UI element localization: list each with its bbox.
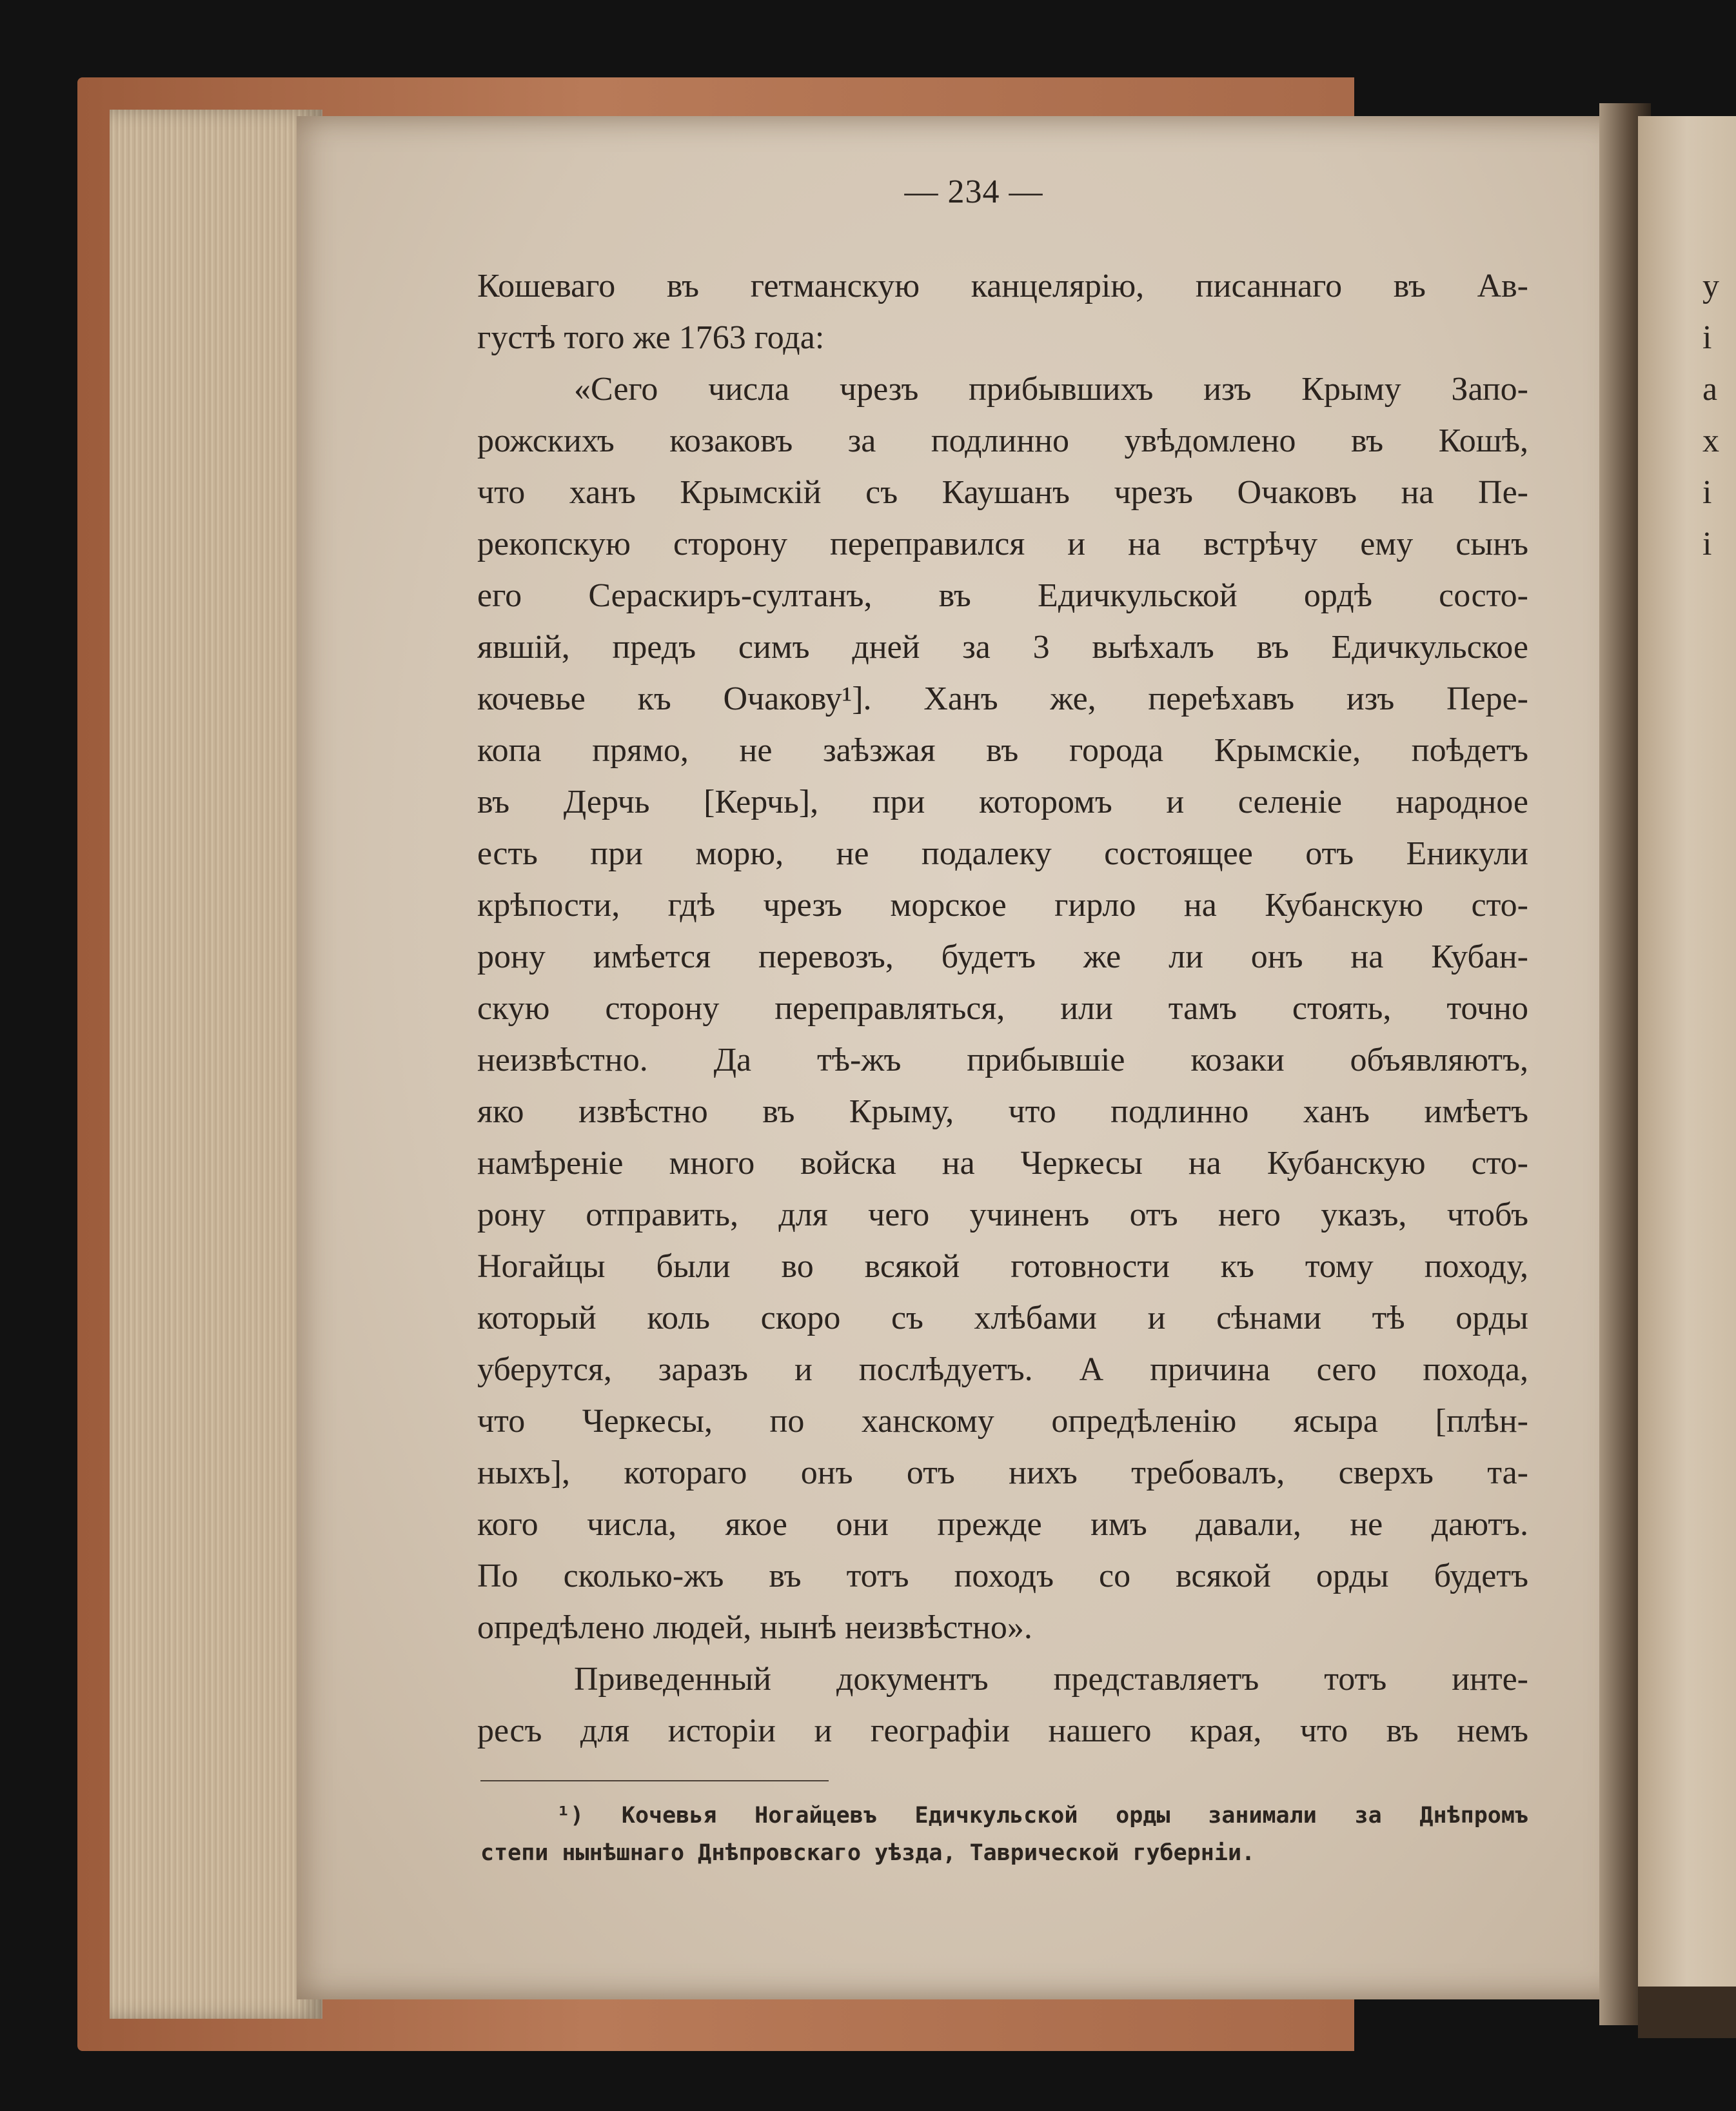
text-line: Ногайцы были во всякой готовности къ тому походу, [477, 1248, 1528, 1285]
text-line: намѣреніе много войска на Черкесы на Кубанскую сто- [477, 1145, 1528, 1182]
text-line: Приведенный документъ представляетъ тотъ инте- [574, 1661, 1528, 1698]
page-edges [110, 110, 322, 2019]
text-line: По сколько-жъ въ тотъ походъ со всякой орды будетъ [477, 1558, 1528, 1594]
text-line: что ханъ Крымскій съ Каушанъ чрезъ Очаковъ на Пе- [477, 474, 1528, 511]
text-line: что Черкесы, по ханскому опредѣленію ясыра [плѣн- [477, 1403, 1528, 1440]
next-page-fragment: а [1702, 371, 1718, 408]
text-line: кого числа, якое они прежде имъ давали, не даютъ. [477, 1506, 1528, 1543]
text-line: ныхъ], котораго онъ отъ нихъ требовалъ, сверхъ та- [477, 1454, 1528, 1491]
text-line: скую сторону переправляться, или тамъ стоять, точно [477, 990, 1528, 1027]
next-page-edge [1638, 1987, 1736, 2038]
footnote-line: ¹) Кочевья Ногайцевъ Едичкульской орды занимали за Днѣпромъ [557, 1803, 1528, 1829]
text-line: который коль скоро съ хлѣбами и сѣнами тѣ орды [477, 1300, 1528, 1336]
text-line: неизвѣстно. Да тѣ-жъ прибывшіе козаки объявляютъ, [477, 1042, 1528, 1078]
text-line: рекопскую сторону переправился и на встрѣчу ему сынъ [477, 526, 1528, 562]
next-page-fragment: і [1702, 319, 1712, 356]
text-line: густѣ того же 1763 года: [477, 319, 825, 356]
text-line: яко извѣстно въ Крыму, что подлинно ханъ имѣетъ [477, 1093, 1528, 1130]
footnote-line: степи нынѣшнаго Днѣпровскаго уѣзда, Таврической губерніи. [480, 1840, 1256, 1866]
footnote [480, 1797, 1528, 1872]
text-line: опредѣлено людей, нынѣ неизвѣстно». [477, 1609, 1032, 1646]
text-line: Кошеваго въ гетманскую канцелярію, писаннаго въ Ав- [477, 268, 1528, 304]
text-line: рону имѣется перевозъ, будетъ же ли онъ на Кубан- [477, 938, 1528, 975]
footnote-rule [480, 1780, 829, 1781]
text-line: ресъ для исторіи и географіи нашего края, что въ немъ [477, 1712, 1528, 1749]
text-line: рону отправить, для чего учиненъ отъ него указъ, чтобъ [477, 1196, 1528, 1233]
text-line: въ Дерчь [Керчь], при которомъ и селеніе народное [477, 784, 1528, 820]
text-line: рожскихъ козаковъ за подлинно увѣдомлено въ Кошѣ, [477, 422, 1528, 459]
text-line: крѣпости, гдѣ чрезъ морское гирло на Кубанскую сто- [477, 887, 1528, 924]
body-text [477, 261, 1528, 1757]
text-line: кочевье къ Очакову¹]. Ханъ же, переѣхавъ изъ Пере- [477, 680, 1528, 717]
next-page-text [1702, 261, 1728, 570]
text-line: уберутся, заразъ и послѣдуетъ. А причина сего похода, [477, 1351, 1528, 1388]
text-line: его Сераскиръ-султанъ, въ Едичкульской ордѣ состо- [477, 577, 1528, 614]
text-line: есть при морю, не подалеку состоящее отъ Еникули [477, 835, 1528, 872]
text-line: явшій, предъ симъ дней за 3 выѣхалъ въ Едичкульское [477, 629, 1528, 666]
next-page-fragment: у [1702, 268, 1719, 304]
text-line: «Сего числа чрезъ прибывшихъ изъ Крыму Запо- [574, 371, 1528, 408]
next-page-fragment: і [1702, 474, 1712, 511]
text-line: копа прямо, не заѣзжая въ города Крымскіе, поѣдетъ [477, 732, 1528, 769]
page-number: — 234 — [904, 173, 1043, 210]
next-page-fragment: і [1702, 526, 1712, 562]
next-page-fragment: х [1702, 422, 1719, 459]
